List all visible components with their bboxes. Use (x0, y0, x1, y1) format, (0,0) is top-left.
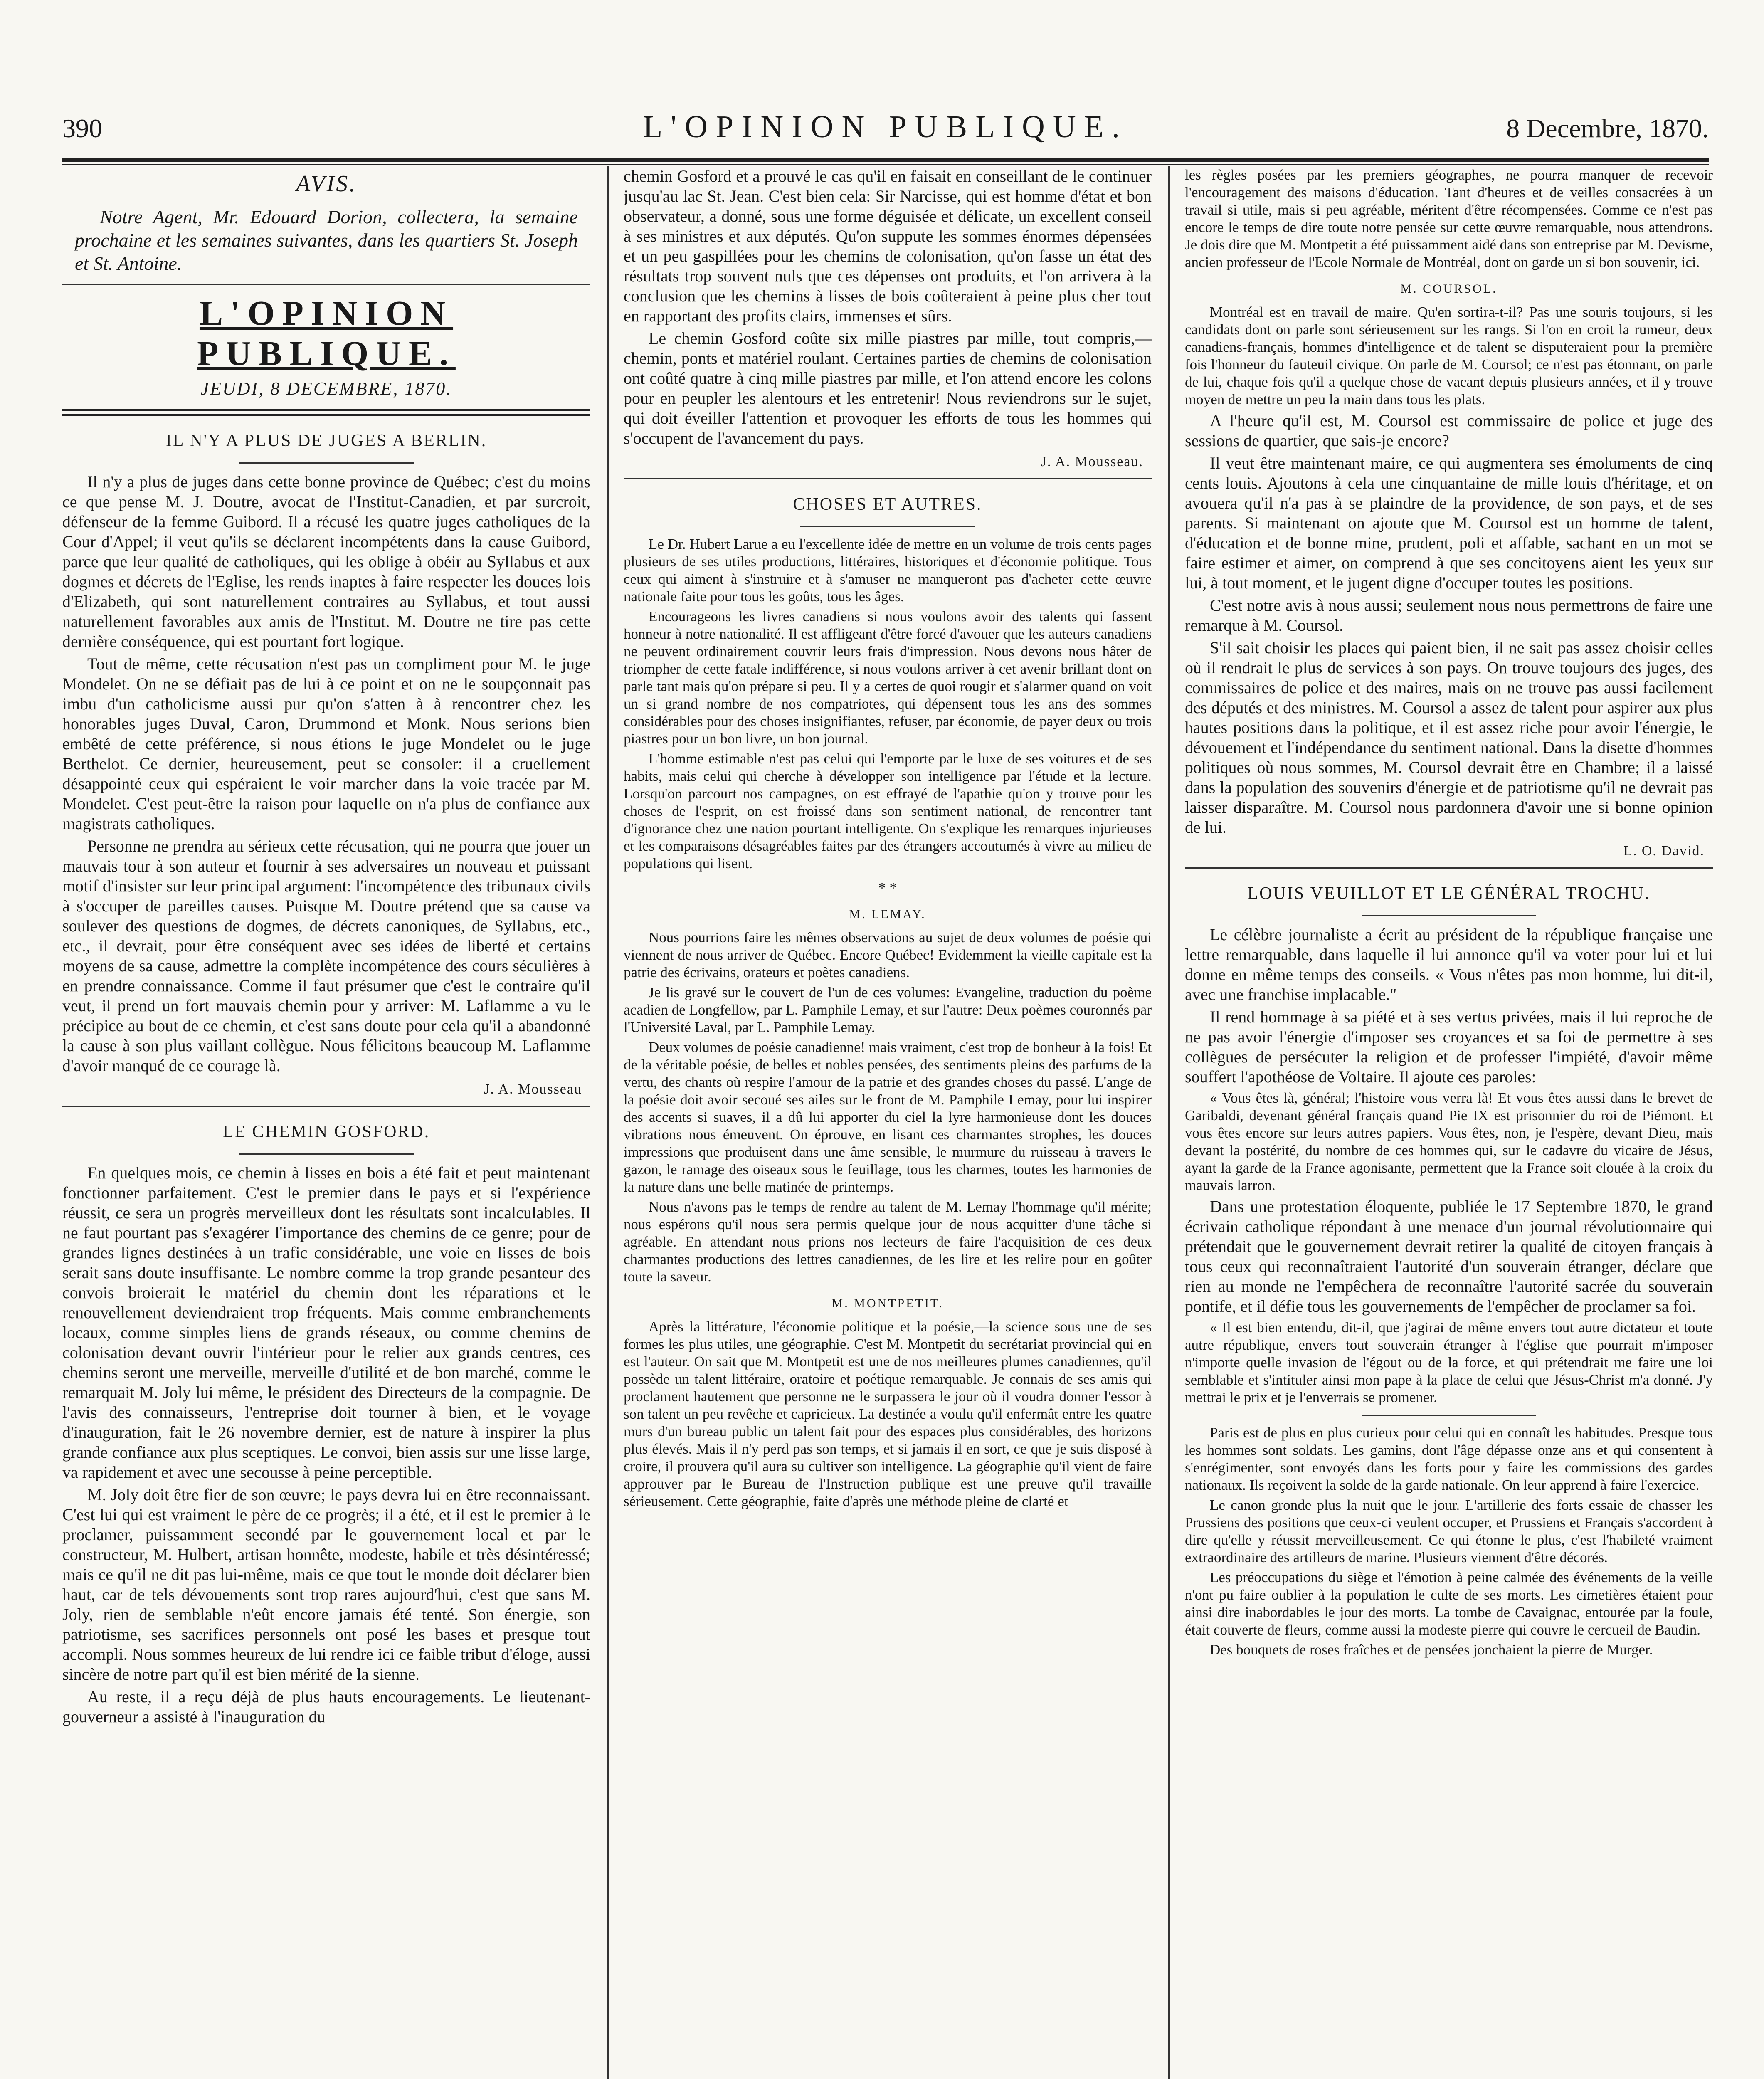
signature: J. A. Mousseau. (1041, 454, 1143, 469)
divider (1185, 867, 1713, 869)
divider (624, 478, 1152, 479)
section-subhead: M. LEMAY. (849, 907, 926, 921)
header-rule-thin (62, 164, 1709, 165)
section-subhead: M. MONTPETIT. (831, 1296, 944, 1310)
column-3 (1185, 166, 1713, 2079)
article-title: IL N'Y A PLUS DE JUGES A BERLIN. (165, 431, 487, 450)
signature: J. A. Mousseau (484, 1081, 582, 1097)
paragraph: Tout de même, cette récusation n'est pas un compliment pour M. le juge Mondelet. On ne se défiait pas de lui à ce point et on ne le soupçonnait pas imbu d'un catholicisme aussi pur qu'on s'atten à à rencontrer chez les honorables juges Duval, Caron, Drummond et Monk. Nous serions bien embêté de cette préférence, si nous étions le juge Mondelet ou le juge Berthelot. Ce dernier, heureusement, peut se consoler: il a cruellement désappointé ceux qui espéraient le voir marcher dans la voie tracée par M. Mondelet. C'est peut-être la raison pour laquelle on n'a plus de confiance aux magistrats catholiques. (62, 654, 590, 833)
paragraph: En quelques mois, ce chemin à lisses en bois a été fait et peut maintenant fonctionner parfaitement. C'est le premier dans le pays et si l'expérience réussit, ce sera un progrès merveilleux dont les résultats sont incalculables. Il ne faut pourtant pas s'exagérer l'importance des chemins de ce genre; pour de grandes lignes destinées à un trafic considérable, une voie en lisses de bois serait sans doute insuffisante. Le nombre comme la trop grande pesanteur des convois broierait le matériel du chemin dont les réparations et le renouvellement deviendraient trop fréquents. Mais comme embranchements locaux, comme simples liens de grands réseaux, ou comme chemins de colonisation devant ouvrir l'intérieur pour le relier aux grands centres, ces chemins seront une merveille, merveille d'utilité et de bon marché, comme le remarquait M. Joly lui même, le président des Directeurs de la compagnie. De l'avis des connaisseurs, l'entreprise doit tourner à bien, et le voyage d'inauguration, fait le 26 novembre dernier, est de nature à inspirer la plus grande confiance aux plus sceptiques. Le convoi, bien assis sur une lisse large, va rapidement et avec une secousse à peine perceptible. (62, 1163, 590, 1481)
masthead-date: JEUDI, 8 DECEMBRE, 1870. (200, 378, 452, 399)
paragraph: S'il sait choisir les places qui paient bien, il ne sait pas assez choisir celles où il rendrait le plus de services à son pays. On trouve toujours des juges, des commissaires de police et des maires, mais on ne trouve pas aussi facilement des députés et des ministres. M. Coursol a assez de talent pour aspirer aux plus hautes positions dans la politique, et il est assez riche pour avoir l'énergie, le dévouement et l'indépendance du sentiment national. Dans la disette d'hommes politiques où nous sommes, M. Coursol devrait être en Chambre; il a laissé dans la population des souvenirs d'énergie et de patriotisme qu'il ne devrait pas laisser disparaître. M. Coursol nous pardonnera d'avoir une si bonne opinion de lui. (1185, 638, 1713, 837)
page-number: 390 (62, 114, 102, 143)
avis-title: AVIS. (296, 171, 357, 197)
paragraph: Il veut être maintenant maire, ce qui augmentera ses émoluments de cinq cents louis. Ajoutons à cela une cinquantaine de mille louis d'héritage, et on avouera qu'il n'a pas à se plaindre de la providence, de son pays, et de ses parents. Si maintenant on ajoute que M. Coursol est un homme de talent, d'éducation et de bonne mine, prudent, poli et affable, sachant en un mot se faire estimer et aimer, on comprend à que ses concitoyens aient les yeux sur lui, à tout moment, et le jugent digne d'occuper toutes les positions. (1185, 454, 1713, 592)
column-2 (624, 166, 1152, 2079)
paragraph: Encourageons les livres canadiens si nous voulons avoir des talents qui fassent honneur à notre nationalité. Il est affligeant d'être forcé d'avouer que les auteurs canadiens ne peuvent ordinairement couvrir leurs frais d'impression. Nous devons nous hâter de triompher de cette fatale indifférence, si nous voulons arriver à cet avenir brillant dont on parle tant mais qu'on prépare si peu. Il y a certes de quoi rougir et s'alarmer quand on voit un si grand nombre de nos compatriotes, qui dépensent tous les ans des sommes considérables pour des choses insignifiantes, refuser, par économie, de payer deux ou trois piastres pour un bon livre, un bon journal. (624, 608, 1152, 747)
column-rule (1168, 166, 1170, 2079)
article-title: CHOSES ET AUTRES. (793, 495, 982, 514)
paragraph: Après la littérature, l'économie politique et la poésie,—la science sous une de ses formes les plus utiles, une géographie. C'est M. Montpetit du secrétariat provincial qui en est l'auteur. On sait que M. Montpetit est une de nos meilleures plumes canadiennes, qu'il possède un talent littéraire, oratoire et poétique remarquable. Je connais de ses amis qui proclament hautement que personne ne le surpassera le jour où il voudra donner l'essor à son talent un peu revêche et capricieux. La destinée a voulu qu'il enfermât entre les quatre murs d'un bureau public un talent fait pour des espaces plus considérables, des horizons plus élevés. Mais il n'y perd pas son temps, et si jamais il en sort, ce que je suis disposé à croire, il prouvera qu'il aura su cultiver son intelligence. La géographie qu'il vient de faire approuver par le Bureau de l'Instruction publique est une preuve qu'il travaille sérieusement. Cette géographie, faite d'après une méthode pleine de clarté et (624, 1319, 1152, 1509)
paragraph: M. Joly doit être fier de son œuvre; le pays devra lui en être reconnaissant. C'est lui qui est vraiment le père de ce progrès; il a été, et il est le premier à le proclamer, puissamment secondé par le gouvernement local et par le constructeur, M. Hulbert, artisan honnête, modeste, habile et très désintéressé; mais ce qu'il ne dit pas lui-même, mais ce que tout le monde doit déclarer bien haut, car de tels dévouements sont trop rares aujourd'hui, c'est que sans M. Joly, rien de semblable n'eût encore jamais été tenté. Son énergie, son patriotisme, ses sacrifices personnels ont posé les bases et presque tout accompli. Nous sommes heureux de lui rendre ici ce faible tribut d'éloge, aussi sincère de notre part qu'il est bien mérité de la sienne. (62, 1485, 590, 1684)
issue-date: 8 Decembre, 1870. (1506, 114, 1709, 143)
paragraph: Il n'y a plus de juges dans cette bonne province de Québec; c'est du moins ce que pense M. J. Doutre, avocat de l'Institut-Canadien, et par surcroit, défenseur de la femme Guibord. Il a récusé les quatre juges catholiques de la Cour d'Appel; il veut qu'ils se déclarent incompétents dans la cause Guibord, parce que leur qualité de catholiques, qui les oblige à obéir au Syllabus et aux dogmes et décrets de l'Eglise, les rends inaptes à faire respecter les douces lois d'Elizabeth, qui sont naturellement contraires au Syllabus, et tout aussi naturellement favorables aux amis de l'Institut. M. Doutre ne tire pas cette dernière conséquence, qui est pourtant fort logique. (62, 472, 590, 651)
signature: L. O. David. (1623, 843, 1705, 859)
paragraph: L'homme estimable n'est pas celui qui l'emporte par le luxe de ses voitures et de ses habits, mais celui qui cherche à développer son intelligence par l'étude et la lecture. Lorsqu'on parcourt nos campagnes, on est effrayé de l'apathie qu'on y trouve pour les choses de l'esprit, on est froissé dans son sentiment national, de rencontrer tant d'ignorance chez une nation pourtant intelligente. On s'explique les remarques injurieuses et les comparaisons désagréables faites par des étrangers accoutumés à vivre au milieu de populations qui lisent. (624, 751, 1152, 872)
running-header (62, 104, 1709, 158)
section-subhead: M. COURSOL. (1400, 282, 1498, 296)
column-rule (607, 166, 609, 2079)
paragraph: Le chemin Gosford coûte six mille piastres par mille, tout compris,—chemin, ponts et matériel roulant. Certaines parties de chemins de colonisation ont coûté quatre à cinq mille piastres par mille, et l'on attend encore les colons pour en peupler les alentours et les entretenir! Nous reviendrons sur le sujet, qui doit éveiller l'attention et provoquer les efforts de tous les hommes qui s'occupent de l'avancement du pays. (624, 329, 1152, 447)
divider (239, 462, 414, 464)
paragraph: A l'heure qu'il est, M. Coursol est commissaire de police et juge des sessions de quartier, que sais-je encore? (1185, 411, 1713, 450)
avis-text: Notre Agent, Mr. Edouard Dorion, collectera, la semaine prochaine et les semaines suivantes, dans les quartiers St. Joseph et St. Antoine. (75, 206, 578, 274)
paragraph: Des bouquets de roses fraîches et de pensées jonchaient la pierre de Murger. (1210, 1642, 1653, 1658)
divider (239, 1153, 414, 1155)
paragraph: Le Dr. Hubert Larue a eu l'excellente idée de mettre en un volume de trois cents pages plusieurs de ses utiles productions, littéraires, historiques et d'économie politique. Tous ceux qui aiment à s'instruire et à s'amuser ne manqueront pas d'acheter cette œuvre nationale faite pour tous les goûts, tous les âges. (624, 536, 1152, 605)
column-1 (62, 166, 590, 2079)
paragraph: Deux volumes de poésie canadienne! mais vraiment, c'est trop de bonheur à la fois! Et de la véritable poésie, de belles et nobles pensées, des sentiments pleins des parfums de la vertu, des chants où respire l'amour de la patrie et des grandes choses du passé. L'ange de la poésie doit avoir secoué ses ailes sur le front de M. Pamphile Lemay, pour lui inspirer des accents si suaves, il a dû lui apporter du ciel la lyre harmonieuse dont les douces vibrations nous émeuvent. On éprouve, en lisant ces charmantes strophes, les douces impressions que produisent dans une âme sensible, le murmure du ruisseau à travers le gazon, le ramage des oiseaux sous le feuillage, tous les charmes, toutes les harmonies de la nature dans une belle matinée de printemps. (624, 1039, 1152, 1195)
divider (62, 409, 590, 416)
paragraph: « Il est bien entendu, dit-il, que j'agirai de même envers tout autre dictateur et toute autre république, envers tout souverain étranger à l'église que pourrait m'imposer n'importe quelle invasion de l'égout ou de la force, et qui prétendrait me faire une loi semblable et s'intituler ainsi mon pape à la place de celui que Jésus-Christ m'a donné. J'y mettrai le prix et je l'enverrais se promener. (1185, 1319, 1713, 1405)
divider (1362, 1415, 1536, 1416)
publication-title: L'OPINION PUBLIQUE. (643, 109, 1128, 144)
paragraph: Le célèbre journaliste a écrit au président de la république française une lettre remarquable, dans laquelle il lui annonce qu'il va voter pour lui et lui donne en même temps des conseils. « Vous n'êtes pas mon homme, lui dit-il, avec une franchise implacable." (1185, 925, 1713, 1004)
paragraph: chemin Gosford et a prouvé le cas qu'il en faisait en conseillant de le continuer jusqu'au lac St. Jean. C'est bien cela: Sir Narcisse, qui est homme d'état et bon observateur, a donné, sous une forme déguisée et délicate, un excellent conseil à ses ministres et aux députés. Qu'on suppute les sommes énormes dépensées et un peu gaspillées pour les chemins de colonisation, qu'on fasse un état des résultats trop souvent nuls que ces dépenses ont produits, et l'on arrivera à la conclusion que les chemins à lisses de bois coûteraient à peine plus cher tout en rapportant des profits clairs, immenses et sûrs. (624, 167, 1152, 325)
paragraph: Dans une protestation éloquente, publiée le 17 Septembre 1870, le grand écrivain catholique répondant à une menace d'un journal révolutionnaire qui prétendait que le gouvernement devrait retirer la qualité de citoyen français à tous ceux qui reconnaîtraient l'autorité d'un souverain étranger, déclare que rien au monde ne l'empêchera de reconnaître l'autorité sacrée du souverain pontife, et il défie tous les gouvernements de l'empêcher de proclamer sa foi. (1185, 1197, 1713, 1316)
paragraph: Nous n'avons pas le temps de rendre au talent de M. Lemay l'hommage qu'il mérite; nous espérons qu'il nous sera permis quelque jour de nous acquitter d'une tâche si agréable. En attendant nous prions nos lecteurs de faire l'acquisition de ces deux charmantes productions des lettres canadiennes, de les lire et les relire pour en goûter toute la saveur. (624, 1199, 1152, 1285)
paragraph: C'est notre avis à nous aussi; seulement nous nous permettrons de faire une remarque à M. Coursol. (1185, 596, 1713, 635)
article-title: LE CHEMIN GOSFORD. (222, 1122, 430, 1141)
section-ornament: * * (878, 879, 897, 896)
divider (62, 284, 590, 285)
divider (1362, 915, 1536, 916)
paragraph: Personne ne prendra au sérieux cette récusation, qui ne pourra que jouer un mauvais tour à son auteur et fournir à ses adversaires un nouveau et puissant motif d'insister sur leur principal argument: l'incompétence des tribunaux civils à s'occuper de pareilles causes. Puisque M. Doutre prétend que sa cause va soulever des questions de dogmes, de décrets canoniques, de Syllabus, etc., etc., il devrait, pour être conséquent avec ses idées de liberté et certains moyens de sa cause, admettre la complète incompétence des cours séculières à en prendre connaissance. Comme il faut présumer que c'est le contraire qu'il veut, il prend un fort mauvais chemin pour y arriver: M. Laflamme a vu le précipice au bout de ce chemin, et c'est sans doute pour cela qu'il a abandonné la cause à son plus vaillant collègue. Nous félicitons beaucoup M. Laflamme d'avoir manqué de ce courage là. (62, 837, 590, 1075)
article-title: LOUIS VEUILLOT ET LE GÉNÉRAL TROCHU. (1247, 884, 1651, 903)
masthead: L'OPINION PUBLIQUE. (197, 294, 456, 373)
paragraph: Montréal est en travail de maire. Qu'en sortira-t-il? Pas une souris toujours, si les candidats dont on parle sont sérieusement sur les rangs. Si l'on en croit la rumeur, deux canadiens-français, hommes d'intelligence et de talent se disputeraient pour la première fois l'honneur du fauteuil civique. On parle de M. Coursol; ce n'est pas étonnant, on parle de lui, chaque fois qu'il a quelque chose de vacant depuis plusieurs années, et il y trouve moyen de mettre un peu la main dans tous les plats. (1185, 304, 1713, 407)
paragraph: Je lis gravé sur le couvert de l'un de ces volumes: Evangeline, traduction du poème acadien de Longfellow, par L. Pamphile Lemay, et sur l'autre: Deux poèmes couronnés par l'Université Laval, par L. Pamphile Lemay. (624, 984, 1152, 1035)
divider (800, 526, 975, 527)
paragraph: Il rend hommage à sa piété et à ses vertus privées, mais il lui reproche de ne pas avoir l'énergie d'imposer ses croyances et sa foi de permettre à ses collègues de persécuter la religion et de professer l'impiété, d'avoir même souffert l'apothéose de Voltaire. Il ajoute ces paroles: (1185, 1007, 1713, 1086)
paragraph: « Vous êtes là, général; l'histoire vous verra là! Et vous êtes aussi dans le brevet de Garibaldi, devenant général français quand Pie IX est prisonnier du roi de Piémont. Et vous êtes encore sur leurs autres papiers. Vous êtes, non, je l'espère, devant Dieu, mais devant la postérité, du nombre de ces hommes qui, sur le cadavre du vicaire de Jésus, ayant la garde de la France agonisante, permettent que la France soit clouée à la croix du mauvais larron. (1185, 1090, 1713, 1193)
paragraph: Nous pourrions faire les mêmes observations au sujet de deux volumes de poésie qui viennent de nous arriver de Québec. Encore Québec! Evidemment la vieille capitale est la patrie des écrivains, orateurs et poètes canadiens. (624, 929, 1152, 980)
paragraph: Le canon gronde plus la nuit que le jour. L'artillerie des forts essaie de chasser les Prussiens des positions que ceux-ci veulent occuper, et Prussiens et Français s'accordent à dire qu'elle y réussit merveilleusement. Ce qui étonne le plus, c'est l'habileté vraiment extraordinaire des artilleurs de marine. Plusieurs viennent d'être décorés. (1185, 1497, 1713, 1565)
paragraph: Au reste, il a reçu déjà de plus hauts encouragements. Le lieutenant-gouverneur a assisté à l'inauguration du (62, 1687, 590, 1726)
paragraph: Les préoccupations du siège et l'émotion à peine calmée des événements de la veille n'ont pu faire oublier à la population le culte de ses morts. Les cimetières étaient pour ainsi dire inabordables le jour des morts. La tombe de Cavaignac, entourée par la foule, était couverte de fleurs, comme aussi la modeste pierre qui couvre le cercueil de Baudin. (1185, 1569, 1713, 1638)
divider (62, 1106, 590, 1107)
header-rule (62, 158, 1709, 162)
paragraph: Paris est de plus en plus curieux pour celui qui en connaît les habitudes. Presque tous les hommes sont soldats. Les gamins, dont l'âge dépasse onze ans et qui consentent à s'enrégimenter, sont envoyés dans les forts pour y faire les commissions des gardes nationaux. Ils reçoivent la solde de la garde nationale. On leur apprend à faire l'exercice. (1185, 1425, 1713, 1493)
paragraph: les règles posées par les premiers géographes, ne pourra manquer de recevoir l'encouragement des maisons d'éducation. Tant d'heures et de veilles consacrées à un travail si utile, mais si peu agréable, méritent d'être récompensées. Comme ce n'est pas encore le temps de dire toute notre pensée sur cette œuvre remarquable, nous attendrons. Je dois dire que M. Montpetit a été puissamment aidé dans son entreprise par M. Devisme, ancien professeur de l'Ecole Normale de Montréal, dont on garde un si bon souvenir, ici. (1185, 167, 1713, 270)
